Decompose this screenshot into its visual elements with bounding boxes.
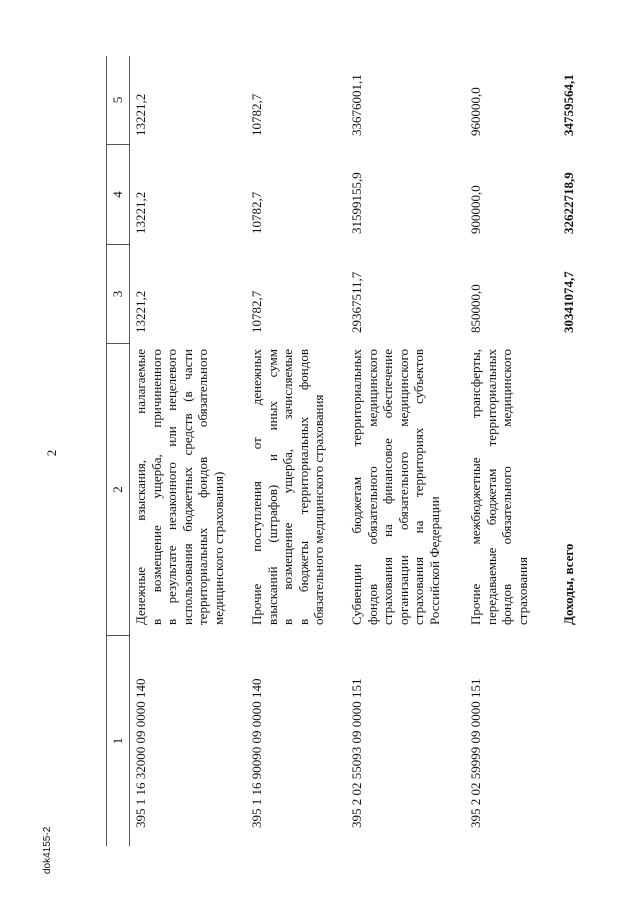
amount-col-4: 13221,2 — [133, 191, 148, 234]
income-description — [249, 343, 327, 635]
header-col-5: 5 — [110, 96, 125, 104]
amount-col-3: 13221,2 — [133, 290, 148, 333]
amount-col-4: 10782,7 — [249, 191, 264, 234]
description-line: в возмещение ущерба, зачисляемые — [280, 349, 295, 625]
budget-code: 395 1 16 90090 09 0000 140 — [249, 678, 264, 828]
description-line: использования бюджетных средств (в части — [179, 349, 195, 625]
total-col-3: 30341074,7 — [561, 271, 576, 333]
amount-col-5: 960000,0 — [468, 87, 483, 136]
table-header-row — [106, 56, 130, 846]
description-line: взысканий (штрафов) и иных сумм — [264, 349, 280, 625]
header-col-2: 2 — [107, 343, 129, 635]
description-line: фондов обязательного медицинского — [364, 349, 380, 625]
table-row — [349, 56, 442, 846]
budget-code: 395 2 02 59999 09 0000 151 — [468, 678, 483, 828]
income-table — [106, 56, 591, 846]
description-line: страхования на территориях субъектов — [411, 349, 426, 625]
amount-col-5: 33676001,1 — [349, 74, 364, 136]
total-col-4: 32622718,9 — [561, 172, 576, 234]
description-line: Субвенции бюджетам территориальных — [349, 349, 364, 625]
description-line: медицинского страхования) — [210, 471, 226, 625]
income-description — [133, 343, 226, 635]
header-col-1: 1 — [107, 635, 129, 846]
header-col-4: 4 — [107, 144, 129, 244]
page-number: 2 — [44, 449, 59, 457]
document-code: dok4155-2 — [42, 826, 53, 874]
description-line: передаваемые бюджетам территориальных — [483, 349, 499, 625]
table-row — [133, 56, 226, 846]
description-line: организации обязательного медицинского — [395, 349, 411, 625]
total-label: Доходы, всего — [561, 543, 576, 625]
description-line: Прочие межбюджетные трансферты, — [468, 349, 483, 625]
description-line: страхования — [514, 556, 530, 625]
total-code-empty — [561, 635, 577, 846]
description-line: в бюджеты территориальных фондов — [295, 349, 311, 625]
description-line: территориальных фондов обязательного — [195, 349, 210, 625]
amount-col-5: 10782,7 — [249, 93, 264, 136]
income-description — [349, 343, 442, 635]
amount-col-4: 31599155,9 — [349, 172, 364, 234]
amount-col-5: 13221,2 — [133, 93, 148, 136]
description-line: фондов обязательного медицинского — [499, 349, 514, 625]
budget-code: 395 2 02 55093 09 0000 151 — [349, 678, 364, 828]
income-description — [468, 343, 530, 635]
description-line: Денежные взыскания, налагаемые — [133, 349, 148, 625]
amount-col-3: 850000,0 — [468, 284, 483, 333]
description-line: Российской Федерации — [426, 496, 442, 625]
amount-col-4: 900000,0 — [468, 185, 483, 234]
description-line: Прочие поступления от денежных — [249, 349, 264, 625]
description-line: обязательного медицинского страхования — [311, 394, 326, 625]
amount-col-3: 29367511,7 — [349, 271, 364, 333]
description-line: страхования на финансовое обеспечение — [380, 349, 395, 625]
total-row — [561, 56, 577, 846]
budget-code: 395 1 16 32000 09 0000 140 — [133, 678, 148, 828]
description-line: в возмещение ущерба, причиненного — [148, 349, 164, 625]
table-row — [468, 56, 530, 846]
header-col-3: 3 — [107, 244, 129, 343]
description-line: в результате незаконного или нецелевого — [164, 349, 179, 625]
table-row — [249, 56, 327, 846]
amount-col-3: 10782,7 — [249, 290, 264, 333]
total-col-5: 34759564,1 — [561, 74, 576, 136]
